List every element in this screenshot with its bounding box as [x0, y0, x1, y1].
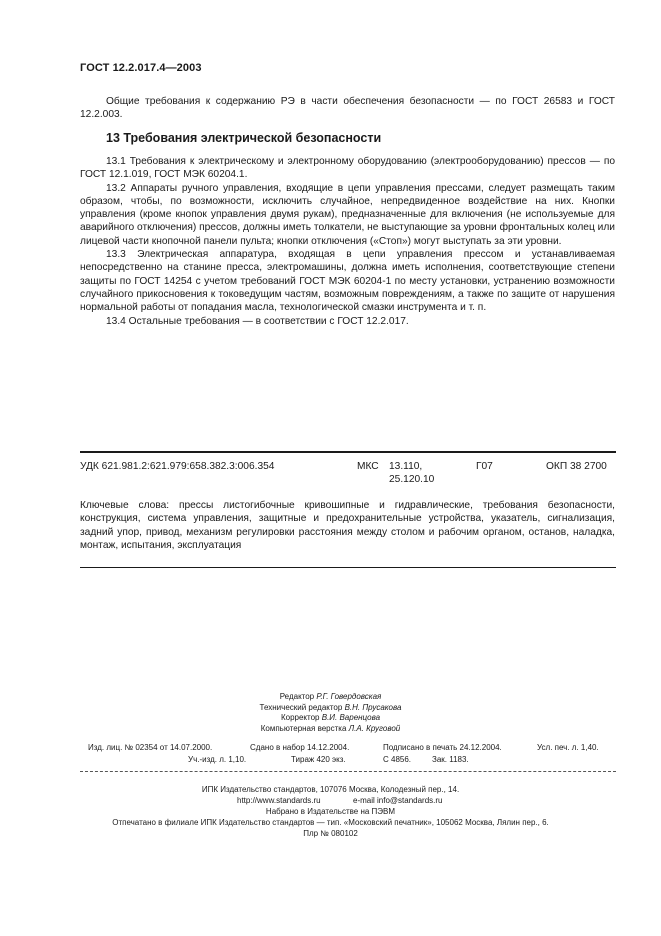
- order-number: Зак. 1183.: [432, 755, 469, 764]
- keywords: Ключевые слова: прессы листогибочные кривошипные и гидравлические, требования безопасности, конструкция, система управления, защитные и предохранительные устройства, указатель, сигнализация, задний упор, привод, механизм регулировки расстояния между столом и рабочим органом, останов, наладка, монтаж, испытания, эксплуатация: [80, 500, 615, 551]
- mks-code-2: 25.120.10: [389, 474, 435, 485]
- print-run: Тираж 420 экз.: [291, 755, 346, 764]
- mks-label: МКС: [357, 461, 379, 472]
- c-code: С 4856.: [383, 755, 412, 764]
- paragraph-13-4: 13.4 Остальные требования — в соответствии с ГОСТ 12.2.017.: [106, 315, 409, 327]
- keywords-bottom-rule: [80, 567, 616, 568]
- paragraph-13-3: 13.3 Электрическая аппаратура, входящая в цепи управления прессом и устанавливаемая непосредственно на станине пресса, электромашины, должна иметь исполнения, соответствующие степени защиты по ГОСТ 14254 с учетом требований ГОСТ МЭК 60204-1 по месту установки, устранению возможности случайного прикосновения к токоведущим частям, возможным повреждениям, а также по защите от нарушения нормальной работы от попадания масла, технологической смазки инструмента и т. п.: [80, 249, 615, 314]
- intro-paragraph: [80, 95, 615, 122]
- paragraph-13-2: 13.2 Аппараты ручного управления, входящие в цепи управления прессами, следует размещать таким образом, чтобы, по возможности, исключить случайное, непредвиденное воздействие на них. Кнопки управления (кроме кнопок управления двумя рукам), предназначенные для включения (не используемые для аварийного отключения) прессов, должны иметь толкатели, не выступающие за уровни фронтальных колец или лицевой части кнопочной панели пульта; кнопки отключения («Стоп») могут выступать за эти уровни.: [80, 182, 615, 247]
- okp-code: ОКП 38 2700: [546, 461, 607, 472]
- credit-line: Компьютерная верстка Л.А. Круговой: [260, 723, 401, 733]
- publisher-email: e-mail info@standards.ru: [353, 796, 443, 805]
- plr-number: Плр № 080102: [303, 829, 358, 838]
- udk-code: УДК 621.981.2:621.979:658.382.3:006.354: [80, 461, 275, 472]
- license-info: Изд. лиц. № 02354 от 14.07.2000.: [88, 743, 213, 752]
- section-title: 13 Требования электрической безопасности: [106, 131, 382, 145]
- imprint-divider: [80, 771, 616, 772]
- intro-text: Общие требования к содержанию РЭ в части обеспечения безопасности — по ГОСТ 26583 и ГОСТ 12.2.003.: [80, 96, 615, 121]
- credit-line: Технический редактор В.Н. Прусакова: [259, 702, 402, 712]
- submitted-date: Сдано в набор 14.12.2004.: [250, 743, 350, 752]
- paragraph-13-1: 13.1 Требования к электрическому и электронному оборудованию (электрооборудованию) прессов — по ГОСТ 12.1.019, ГОСТ МЭК 60204.1.: [80, 156, 615, 181]
- classification-top-rule: [80, 451, 616, 453]
- signed-date: Подписано в печать 24.12.2004.: [383, 743, 502, 752]
- mks-code-1: 13.110,: [389, 461, 423, 472]
- group-code: Г07: [476, 461, 493, 472]
- section-body: [80, 155, 615, 328]
- document-header: ГОСТ 12.2.017.4—2003: [80, 62, 202, 74]
- publisher-address: ИПК Издательство стандартов, 107076 Москва, Колодезный пер., 14.: [201, 785, 460, 794]
- publisher-website: http://www.standards.ru: [237, 796, 321, 805]
- pub-sheets: Уч.-изд. л. 1,10.: [188, 755, 247, 764]
- print-sheets: Усл. печ. л. 1,40.: [537, 743, 599, 752]
- printed-at: Отпечатано в филиале ИПК Издательство стандартов — тип. «Московский печатник», 105062 Москва, Лялин пер., 6.: [112, 818, 549, 827]
- credit-line: Редактор Р.Г. Говердовская: [279, 692, 382, 701]
- credit-line: Корректор В.И. Варенцова: [280, 713, 381, 723]
- typeset-note: Набрано в Издательстве на ПЭВМ: [265, 807, 396, 816]
- credits-block: [0, 692, 661, 734]
